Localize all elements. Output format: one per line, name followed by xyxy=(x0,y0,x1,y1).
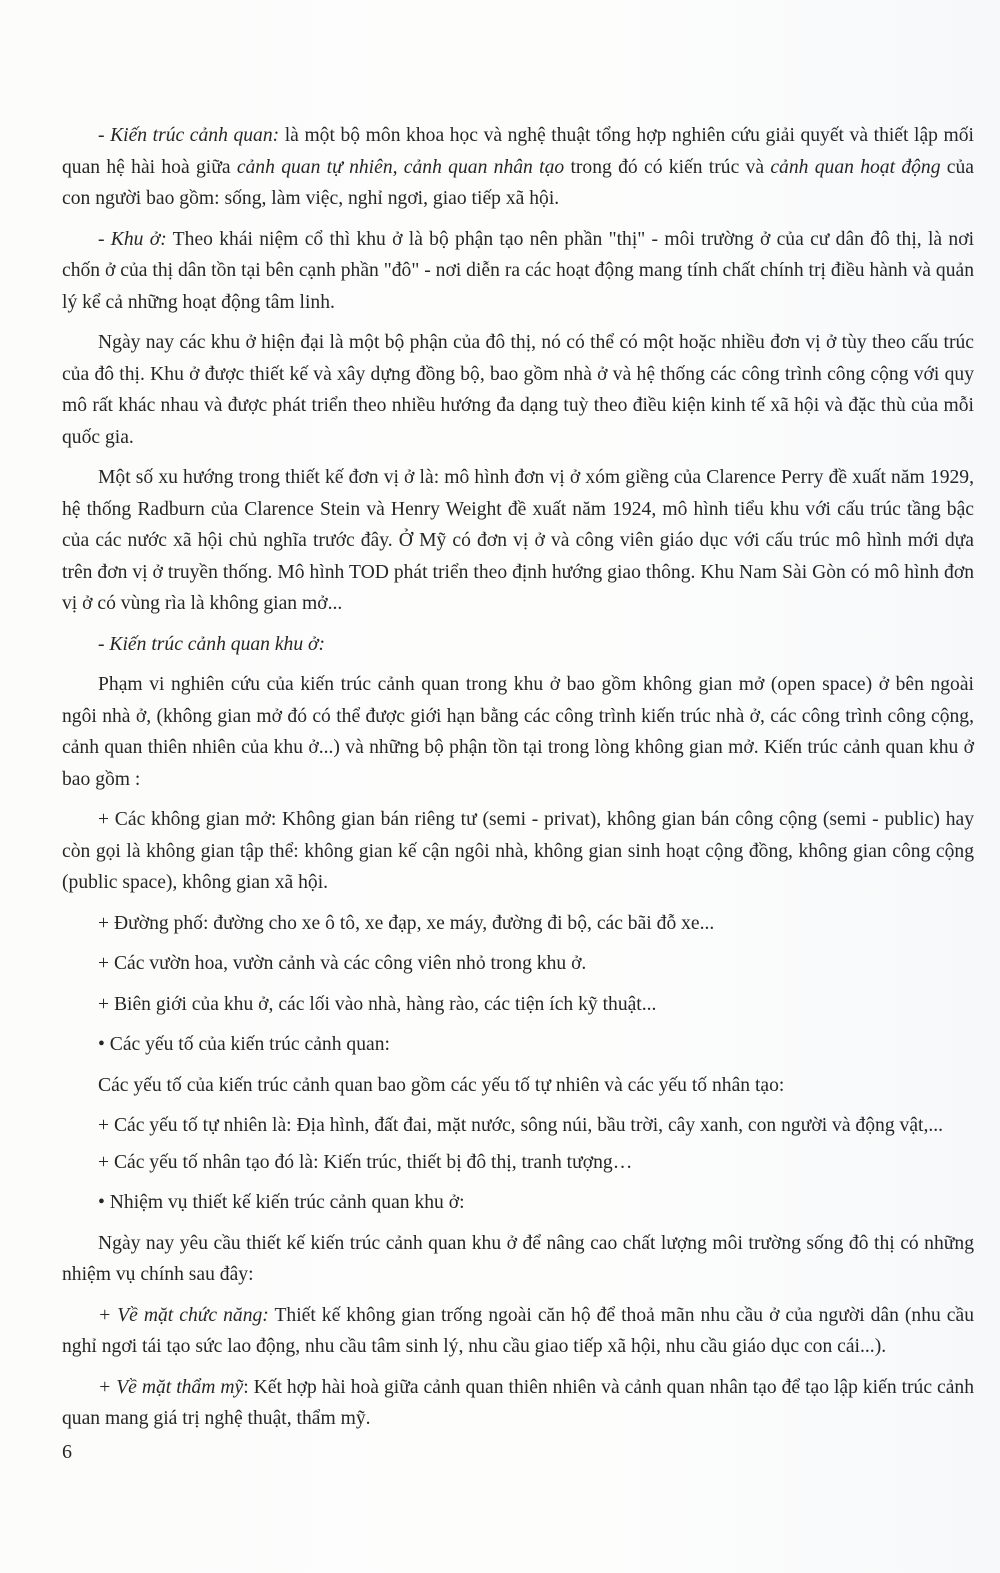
paragraph xyxy=(62,462,974,620)
text-run: + Đường phố: đường cho xe ô tô, xe đạp, xe máy, đường đi bộ, các bãi đỗ xe... xyxy=(98,912,715,934)
paragraph xyxy=(62,327,974,453)
text-run: của con người bao gồm: sống, làm việc, nghỉ ngơi, giao tiếp xã hội. xyxy=(62,156,974,209)
text-run: Một số xu hướng trong thiết kế đơn vị ở là: mô hình đơn vị ở xóm giềng của Clarence Perry đề xuất năm 1929, hệ thống Radburn của Clarence Stein và Henry Weight đề xuất năm 1924, mô hình tiểu khu với cấu trúc tầng bậc của các nước xã hội chủ nghĩa trước đây. Ở Mỹ có đơn vị ở và công viên giáo dục với cấu trúc mô hình mới dựa trên đơn vị ở truyền thống. Mô hình TOD phát triển theo định hướng giao thông. Khu Nam Sài Gòn có mô hình đơn vị ở có vùng rìa là không gian mở... xyxy=(62,467,974,614)
text-run: + Các yếu tố nhân tạo đó là: Kiến trúc, thiết bị đô thị, tranh tượng… xyxy=(98,1151,633,1173)
paragraph xyxy=(62,629,974,661)
italic-text-run: - Kiến trúc cảnh quan: xyxy=(98,125,280,146)
text-run: • Nhiệm vụ thiết kế kiến trúc cảnh quan khu ở: xyxy=(98,1192,465,1213)
paragraph xyxy=(62,1300,974,1363)
paragraph xyxy=(62,908,974,940)
paragraph xyxy=(62,1228,974,1291)
text-run: Ngày nay các khu ở hiện đại là một bộ phận của đô thị, nó có thể có một hoặc nhiều đơn vị ở tùy theo cấu trúc của đô thị. Khu ở được thiết kế và xây dựng đồng bộ, bao gồm nhà ở và hệ thống các công trình công cộng với quy mô rất khác nhau và được phát triển theo nhiều hướng đa dạng tuỳ theo điều kiện kinh tế xã hội và đặc thù của mỗi quốc gia. xyxy=(62,332,974,448)
text-run: trong đó có kiến trúc và xyxy=(564,156,771,178)
italic-text-run: + Về mặt chức năng: xyxy=(98,1304,269,1326)
italic-text-run: - Khu ở: xyxy=(98,228,167,250)
text-run: Theo khái niệm cổ thì khu ở là bộ phận tạo nên phần "thị" - môi trường ở của cư dân đô thị, là nơi chốn ở của thị dân tồn tại bên cạnh phần "đô" - nơi diễn ra các hoạt động mang tính chất chính trị điều hành và quản lý kể cả những hoạt động tâm linh. xyxy=(62,228,975,313)
paragraph xyxy=(62,1110,974,1142)
italic-text-run: - Kiến trúc cảnh quan khu ở: xyxy=(98,633,326,655)
page-number: 6 xyxy=(62,1441,72,1463)
paragraph xyxy=(62,804,974,899)
paragraph xyxy=(62,224,974,319)
text-run: + Các yếu tố tự nhiên là: Địa hình, đất đai, mặt nước, sông núi, bầu trời, cây xanh, con người và động vật,... xyxy=(98,1115,944,1136)
text-run: + Biên giới của khu ở, các lối vào nhà, hàng rào, các tiện ích kỹ thuật... xyxy=(98,993,657,1015)
italic-text-run: + Về mặt thẩm mỹ xyxy=(98,1376,244,1398)
text-run: Thiết kế không gian trống ngoài căn hộ để thoả mãn nhu cầu ở của người dân (nhu cầu nghỉ ngơi tái tạo sức lao động, nhu cầu tâm sinh lý, nhu cầu giao tiếp xã hội, nhu cầu giáo dục con cái...). xyxy=(62,1304,974,1357)
italic-text-run: cảnh quan hoạt động xyxy=(770,156,941,178)
page-body xyxy=(62,120,974,1444)
text-run: Ngày nay yêu cầu thiết kế kiến trúc cảnh quan khu ở để nâng cao chất lượng môi trường sống đô thị có những nhiệm vụ chính sau đây: xyxy=(62,1232,974,1285)
paragraph xyxy=(62,948,974,980)
text-run: • Các yếu tố của kiến trúc cảnh quan: xyxy=(98,1034,390,1055)
paragraph xyxy=(62,1029,974,1061)
paragraph xyxy=(62,669,974,795)
paragraph xyxy=(62,989,974,1021)
text-run: Các yếu tố của kiến trúc cảnh quan bao gồm các yếu tố tự nhiên và các yếu tố nhân tạo: xyxy=(98,1074,785,1096)
text-run: Phạm vi nghiên cứu của kiến trúc cảnh quan trong khu ở bao gồm không gian mở (open space) ở bên ngoài ngôi nhà ở, (không gian mở đó có thể được giới hạn bằng các công trình kiến trúc nhà ở, các công trình công cộng, cảnh quan thiên nhiên của khu ở...) và những bộ phận tồn tại trong lòng không gian mở. Kiến trúc cảnh quan khu ở bao gồm : xyxy=(62,674,974,790)
paragraph xyxy=(62,1187,974,1219)
text-run: là một bộ môn khoa học và nghệ thuật tổng hợp nghiên cứu giải quyết và thiết lập mối quan hệ hài hoà giữa xyxy=(62,125,974,178)
text-run: + Các không gian mở: Không gian bán riêng tư (semi - privat), không gian bán công cộng (semi - public) hay còn gọi là không gian tập thể: không gian kế cận ngôi nhà, không gian sinh hoạt cộng đồng, không gian công cộng (public space), không gian xã hội. xyxy=(62,809,974,893)
paragraph xyxy=(62,1372,974,1435)
paragraph xyxy=(62,120,974,215)
paragraph xyxy=(62,1147,974,1179)
italic-text-run: cảnh quan tự nhiên, cảnh quan nhân tạo xyxy=(236,156,565,178)
text-run: : Kết hợp hài hoà giữa cảnh quan thiên nhiên và cảnh quan nhân tạo để tạo lập kiến trúc cảnh quan mang giá trị nghệ thuật, thẩm mỹ. xyxy=(62,1376,975,1429)
text-run: + Các vườn hoa, vườn cảnh và các công viên nhỏ trong khu ở. xyxy=(98,953,587,974)
paragraph xyxy=(62,1070,974,1102)
